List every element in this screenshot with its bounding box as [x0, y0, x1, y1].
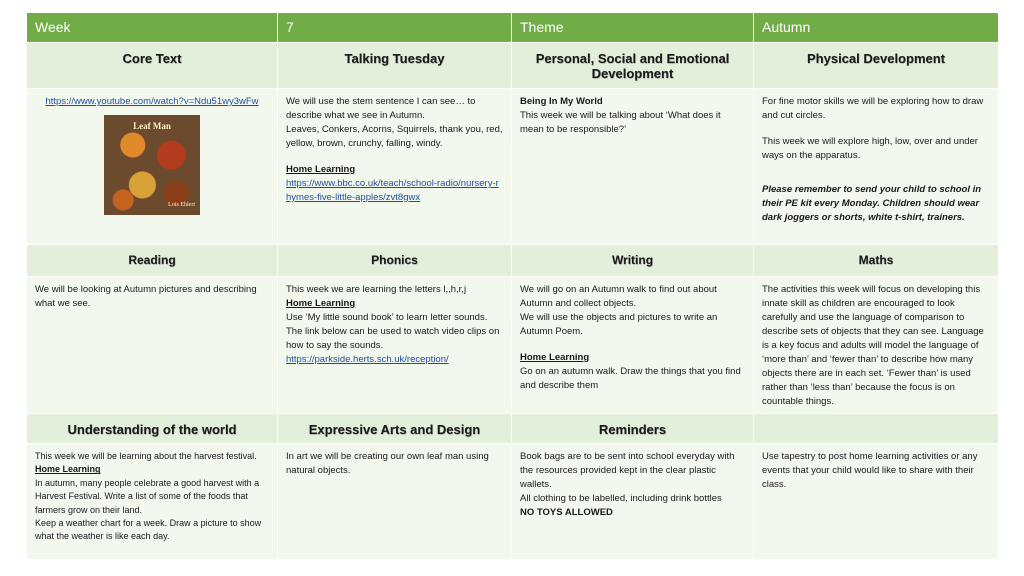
writing-text: We will go on an Autumn walk to find out about Autumn and collect objects. — [520, 284, 717, 309]
phonics-text: This week we are learning the letters l,,h,r,j — [286, 284, 467, 295]
physical-text1: For fine motor skills we will be exploring how to draw and cut circles. — [762, 96, 984, 121]
writing-text2: We will use the objects and pictures to write an Autumn Poem. — [520, 312, 718, 337]
tapestry-cell — [754, 444, 999, 560]
theme-value: Autumn — [754, 13, 999, 43]
understanding-text: This week we will be learning about the harvest festival. — [35, 451, 257, 461]
reading-cell — [27, 277, 278, 414]
talking-text: We will use the stem sentence I can see… to describe what we see in Autumn. — [286, 96, 476, 121]
phonics-home-heading: Home Learning — [286, 298, 356, 309]
physical-text2: This week we will explore high, low, over and under ways on the apparatus. — [762, 136, 978, 161]
row2-body — [27, 277, 999, 414]
book-author: Lois Ehlert — [168, 202, 195, 208]
reminders-cell — [512, 444, 754, 560]
core-text-cell — [27, 89, 278, 245]
row1-headings — [27, 43, 999, 89]
phonics-cell — [278, 277, 512, 414]
row3-headings — [27, 414, 999, 444]
heading-physical: Physical Development — [754, 43, 999, 89]
core-text-link[interactable]: https://www.youtube.com/watch?v=Ndu51wy3wFw — [45, 96, 259, 107]
theme-label: Theme — [512, 13, 754, 43]
heading-phonics: Phonics — [278, 245, 512, 277]
heading-maths: Maths — [754, 245, 999, 277]
reminders-text: Book bags are to be sent into school everyday with the resources provided kept in the clear plastic wallets. — [520, 451, 735, 490]
talking-tuesday-cell — [278, 89, 512, 245]
phonics-home-link[interactable]: https://parkside.herts.sch.uk/reception/ — [286, 354, 449, 365]
writing-home-heading: Home Learning — [520, 352, 590, 363]
row3-body — [27, 444, 999, 560]
header-row — [27, 13, 999, 43]
row2-headings — [27, 245, 999, 277]
reminders-bold: NO TOYS ALLOWED — [520, 507, 613, 518]
understanding-home-heading: Home Learning — [35, 464, 101, 475]
heading-reminders: Reminders — [512, 414, 754, 444]
week-value: 7 — [278, 13, 512, 43]
tapestry-text: Use tapestry to post home learning activities or any events that your child would like to share with their class. — [762, 451, 978, 490]
row1-body — [27, 89, 999, 245]
heading-talking-tuesday: Talking Tuesday — [278, 43, 512, 89]
book-title: Leaf Man — [133, 121, 171, 131]
physical-note: Please remember to send your child to school in their PE kit every Monday. Children should wear dark joggers or shorts, white t-shirt, trainers. — [762, 184, 982, 223]
understanding-home-text: In autumn, many people celebrate a good harvest with a Harvest Festival. Write a list of some of the foods that farmers grow on their land. — [35, 477, 260, 515]
book-cover-image — [104, 115, 200, 215]
heading-writing: Writing — [512, 245, 754, 277]
understanding-home-text2: Keep a weather chart for a week. Draw a picture to show what the weather is like each day. — [35, 518, 262, 542]
reminders-text2: All clothing to be labelled, including drink bottles — [520, 493, 722, 504]
phonics-home-text: Use ‘My little sound book’ to learn letter sounds. The link below can be used to watch video clips on how to say the sounds. — [286, 312, 500, 351]
physical-cell — [754, 89, 999, 245]
talking-home-link[interactable]: https://www.bbc.co.uk/teach/school-radio/nursery-rhymes-five-little-apples/zvt8gwx — [286, 178, 499, 203]
plan-table — [26, 12, 999, 560]
weekly-plan — [26, 12, 998, 560]
heading-pse: Personal, Social and Emotional Development — [512, 43, 754, 89]
writing-home-text: Go on an autumn walk. Draw the things that you find and describe them — [520, 366, 741, 391]
understanding-cell — [27, 444, 278, 560]
heading-understanding: Understanding of the world — [27, 414, 278, 444]
heading-core-text: Core Text — [27, 43, 278, 89]
maths-text: The activities this week will focus on developing this innate skill as children are encouraged to look carefully and use the language of comparison to describe sets of objects that they can see. Language is a key focus and adults will model the language of ‘more than’ and ‘fewer than’ to describe how many objects there are in each set. ‘Fewer than’ is used rather than ‘less than’ because the focus is on countable things. — [762, 284, 984, 407]
talking-home-heading: Home Learning — [286, 164, 356, 175]
heading-arts: Expressive Arts and Design — [278, 414, 512, 444]
talking-words: Leaves, Conkers, Acorns, Squirrels, thank you, red, yellow, brown, crunchy, falling, windy. — [286, 124, 503, 149]
heading-empty — [754, 414, 999, 444]
pse-text: This week we will be talking about ‘What does it mean to be responsible?’ — [520, 110, 721, 135]
arts-text: In art we will be creating our own leaf man using natural objects. — [286, 451, 489, 476]
maths-cell — [754, 277, 999, 414]
week-label: Week — [27, 13, 278, 43]
pse-heading: Being In My World — [520, 96, 603, 107]
heading-reading: Reading — [27, 245, 278, 277]
writing-cell — [512, 277, 754, 414]
pse-cell — [512, 89, 754, 245]
reading-text: We will be looking at Autumn pictures and describing what we see. — [35, 284, 257, 309]
arts-cell — [278, 444, 512, 560]
